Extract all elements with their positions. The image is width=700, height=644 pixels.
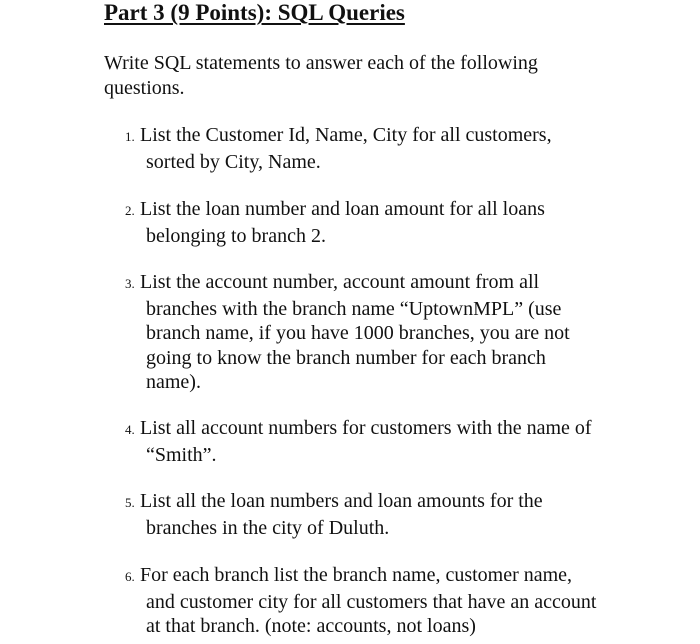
question-number: 1. (125, 129, 135, 144)
question-text: For each branch list the branch name, customer name, and customer city for all customers that have an account at that branch. (note: accounts, not loans) (140, 564, 597, 637)
question-number: 6. (125, 569, 135, 584)
question-number: 2. (125, 203, 135, 218)
question-text: List all account numbers for customers with the name of “Smith”. (140, 417, 592, 466)
question-item (125, 416, 595, 467)
question-text: List all the loan numbers and loan amounts for the branches in the city of Duluth. (140, 490, 543, 539)
page-title: Part 3 (9 Points): SQL Queries (104, 0, 405, 25)
question-number: 4. (125, 422, 135, 437)
question-text: List the loan number and loan amount for all loans belonging to branch 2. (140, 198, 545, 247)
question-item (125, 270, 600, 395)
question-item (125, 489, 595, 540)
question-item (125, 563, 605, 639)
question-text: List the Customer Id, Name, City for all customers, sorted by City, Name. (140, 124, 552, 173)
question-text: List the account number, account amount from all branches with the branch name “UptownMPL” (use branch name, if you have 1000 branches, you are not going to know the branch number for each branch name). (140, 271, 570, 393)
instructions-text: Write SQL statements to answer each of the following questions. (104, 52, 538, 99)
question-item (125, 197, 595, 248)
question-item (125, 123, 595, 174)
question-number: 3. (125, 276, 135, 291)
question-number: 5. (125, 495, 135, 510)
